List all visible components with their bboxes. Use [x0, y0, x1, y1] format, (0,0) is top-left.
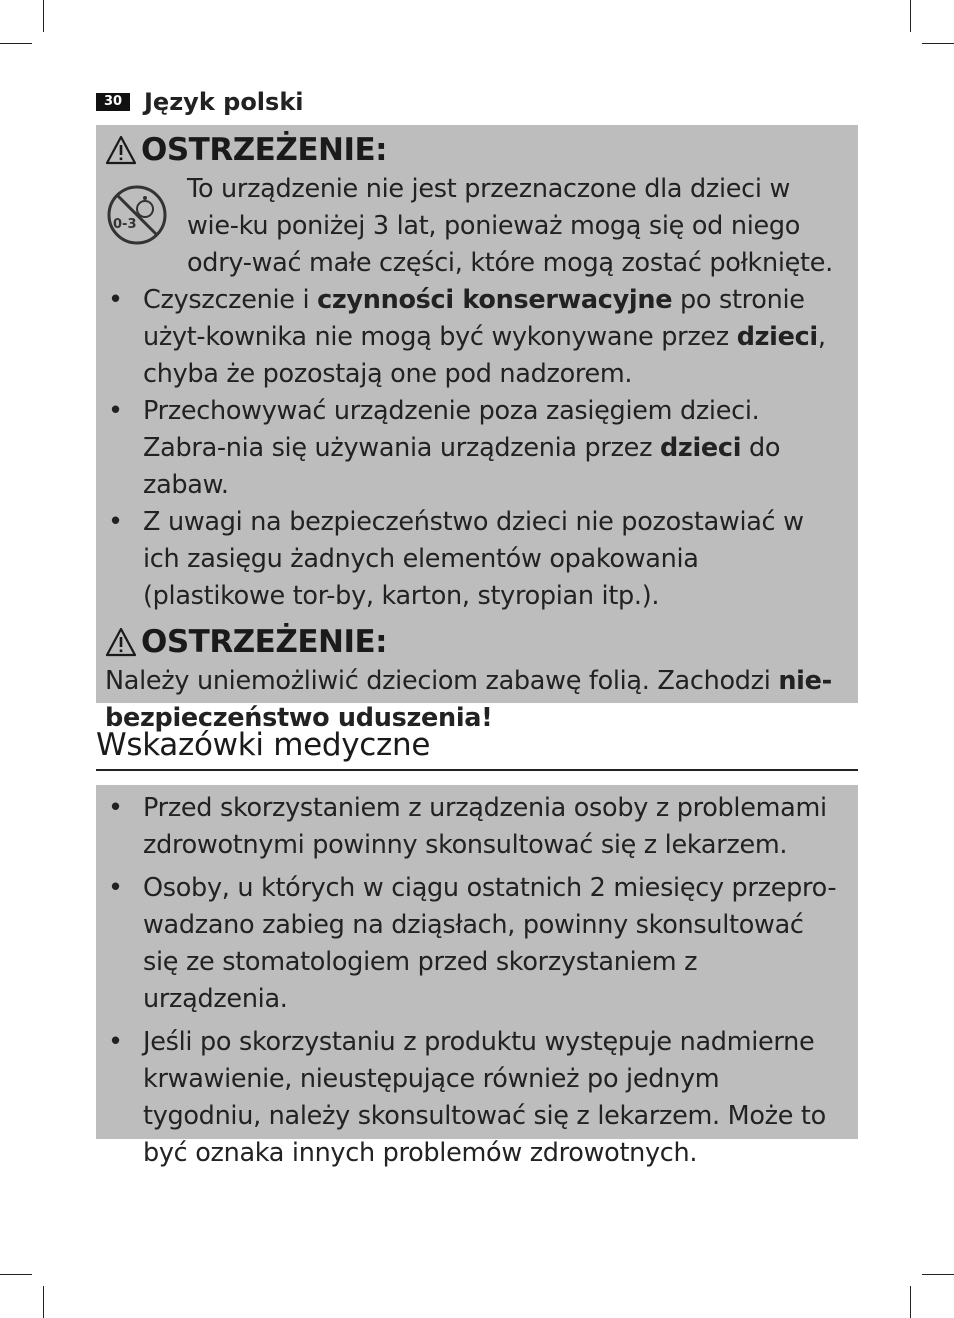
child-warning-text: To urządzenie nie jest przeznaczone dla dzieci w wie-ku poniżej 3 lat, ponieważ mogą się od niego odry-wać małe części, które mogą zostać połknięte.	[187, 174, 833, 278]
warning-heading	[105, 621, 844, 663]
warning-title: OSTRZEŻENIE:	[141, 132, 388, 168]
age-range-label: 0-3	[113, 217, 137, 232]
crop-mark	[0, 1274, 32, 1275]
language-label: Język polski	[144, 88, 304, 116]
page-header	[96, 88, 304, 116]
child-warning	[105, 171, 844, 282]
suffocation-warning-text: Należy uniemożliwić dzieciom zabawę folią. Zachodzi nie-bezpieczeństwo uduszenia!	[105, 666, 832, 733]
crop-mark	[43, 0, 44, 32]
no-children-icon	[105, 171, 175, 282]
list-item: • Jeśli po skorzystaniu z produktu występuje nadmierne krwawienie, nieustępujące również po jednym tygodniu, należy skonsultować się z lekarzem. Może to być oznaka innych problemów zdrowotnych.	[105, 1024, 844, 1172]
warning-list	[105, 282, 844, 615]
section-title: Wskazówki medyczne	[96, 727, 858, 771]
crop-mark	[910, 1286, 911, 1318]
warning-heading	[105, 129, 844, 171]
list-item: • Przed skorzystaniem z urządzenia osoby z problemami zdrowotnymi powinny skonsultować się z lekarzem.	[105, 790, 844, 864]
crop-mark	[910, 0, 911, 32]
crop-mark	[0, 43, 32, 44]
medical-list	[105, 790, 844, 1172]
warning-triangle-icon	[105, 135, 137, 165]
crop-mark	[922, 43, 954, 44]
crop-mark	[922, 1274, 954, 1275]
crop-mark	[43, 1286, 44, 1318]
list-item: • Z uwagi na bezpieczeństwo dzieci nie pozostawiać w ich zasięgu żadnych elementów opakowania (plastikowe tor-by, karton, styropian itp.).	[105, 504, 844, 615]
list-item: • Osoby, u których w ciągu ostatnich 2 miesięcy przepro-wadzano zabieg na dziąsłach, powinny skonsultować się ze stomatologiem przed skorzystaniem z urządzenia.	[105, 870, 844, 1018]
page-number: 30	[96, 93, 130, 111]
list-item: • Przechowywać urządzenie poza zasięgiem dzieci. Zabra-nia się używania urządzenia przez dzieci do zabaw.	[105, 393, 844, 504]
warning-triangle-icon	[105, 627, 137, 657]
warning-box-children	[96, 125, 858, 733]
medical-notes-box	[96, 785, 858, 1168]
warning-title: OSTRZEŻENIE:	[141, 624, 388, 660]
list-item: • Czyszczenie i czynności konserwacyjne po stronie użyt-kownika nie mogą być wykonywane przez dzieci, chyba że pozostają one pod nadzorem.	[105, 282, 844, 393]
